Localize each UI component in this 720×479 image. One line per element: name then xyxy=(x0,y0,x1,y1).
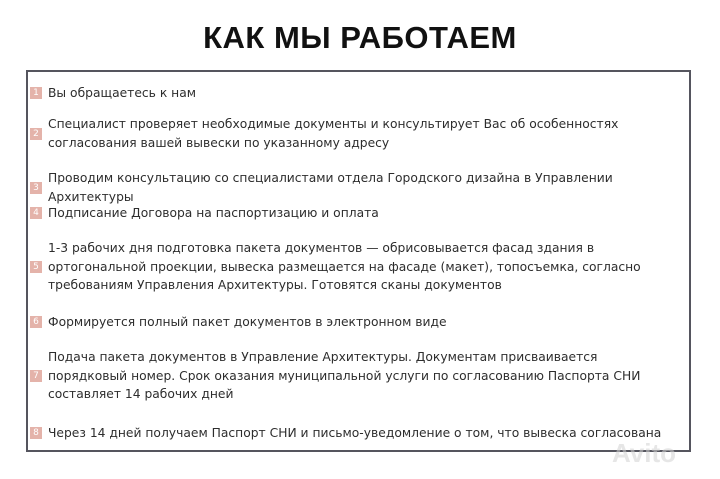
step-item xyxy=(30,348,680,404)
step-item xyxy=(30,84,680,103)
step-text: Подписание Договора на паспортизацию и оплата xyxy=(48,206,379,220)
step-text: Проводим консультацию со специалистами отдела Городского дизайна в Управлении Архитектуры xyxy=(48,171,613,204)
step-item xyxy=(30,115,680,152)
step-item xyxy=(30,424,680,443)
step-item xyxy=(30,239,680,295)
step-text: Через 14 дней получаем Паспорт СНИ и письмо-уведомление о том, что вывеска согласована xyxy=(48,426,662,440)
step-item xyxy=(30,313,680,332)
page-title: КАК МЫ РАБОТАЕМ xyxy=(203,20,517,55)
step-number-badge: 4 xyxy=(30,207,42,219)
step-number-badge: 3 xyxy=(30,182,42,194)
step-item xyxy=(30,169,680,206)
step-number-badge: 7 xyxy=(30,370,42,382)
step-number-badge: 2 xyxy=(30,128,42,140)
avito-watermark: Avito xyxy=(612,438,677,468)
step-text: Вы обращаетесь к нам xyxy=(48,86,197,100)
step-text: Формируется полный пакет документов в электронном виде xyxy=(48,315,447,329)
step-number-badge: 1 xyxy=(30,87,42,99)
step-text: Специалист проверяет необходимые документы и консультирует Вас об особенностях согласования вашей вывески по указанному адресу xyxy=(48,117,619,150)
step-number-badge: 8 xyxy=(30,427,42,439)
step-number-badge: 5 xyxy=(30,261,42,273)
step-text: Подача пакета документов в Управление Архитектуры. Документам присваивается порядковый номер. Срок оказания муниципальной услуги по согласованию Паспорта СНИ составляет 14 рабочих дней xyxy=(48,350,641,402)
step-item xyxy=(30,204,680,223)
step-number-badge: 6 xyxy=(30,316,42,328)
step-text: 1-3 рабочих дня подготовка пакета документов — обрисовывается фасад здания в ортогональной проекции, вывеска размещается на фасаде (макет), топосъемка, согласно требованиям Управления Архитектуры. Готовятся сканы документов xyxy=(48,241,641,293)
